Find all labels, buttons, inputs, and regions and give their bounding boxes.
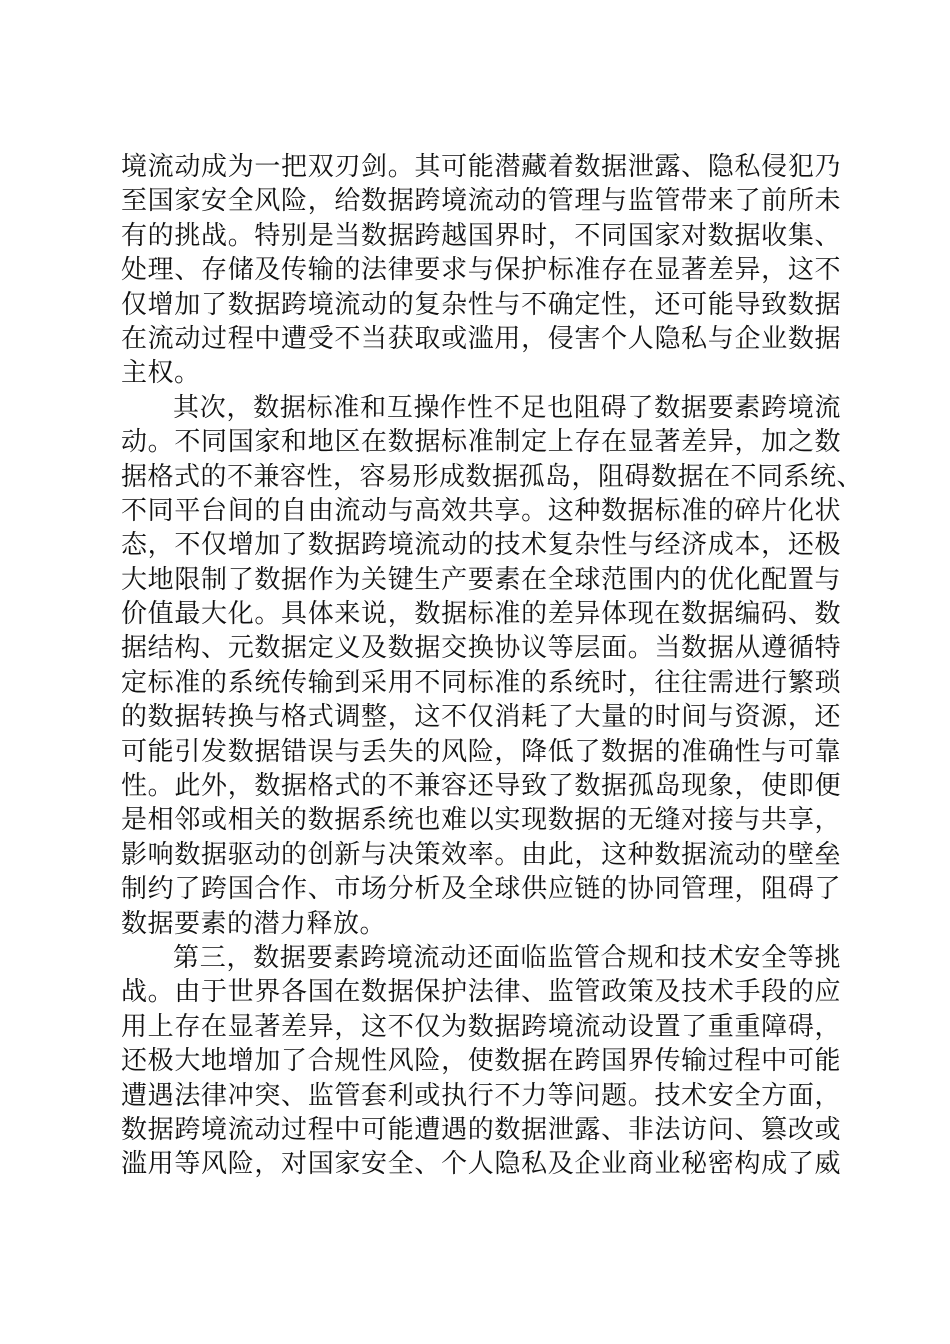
body-text: [121, 150, 864, 1182]
paragraph-3-line-6: 数据跨境流动过程中可能遭遇的数据泄露、非法访问、篡改或: [121, 1114, 841, 1145]
paragraph-2-line-13: 是相邻或相关的数据系统也难以实现数据的无缝对接与共享，: [121, 805, 841, 836]
paragraph-2-line-1: 其次，数据标准和互操作性不足也阻碍了数据要素跨境流: [173, 392, 841, 423]
paragraph-2-line-14: 影响数据驱动的创新与决策效率。由此，这种数据流动的壁垒: [121, 839, 841, 870]
paragraph-2-line-10: 的数据转换与格式调整，这不仅消耗了大量的时间与资源，还: [121, 702, 841, 733]
paragraph-3-line-2: 战。由于世界各国在数据保护法律、监管政策及技术手段的应: [121, 977, 841, 1008]
paragraph-1-line-3: 有的挑战。特别是当数据跨越国界时，不同国家对数据收集、: [121, 220, 841, 251]
paragraph-1-line-4: 处理、存储及传输的法律要求与保护标准存在显著差异，这不: [121, 255, 841, 286]
paragraph-2-line-11: 可能引发数据错误与丢失的风险，降低了数据的准确性与可靠: [121, 736, 841, 767]
paragraph-2-line-6: 大地限制了数据作为关键生产要素在全球范围内的优化配置与: [121, 564, 841, 595]
paragraph-3-line-3: 用上存在显著差异，这不仅为数据跨境流动设置了重重障碍，: [121, 1011, 841, 1042]
paragraph-3-line-4: 还极大地增加了合规性风险，使数据在跨国界传输过程中可能: [121, 1046, 841, 1077]
paragraph-2-line-7: 价值最大化。具体来说，数据标准的差异体现在数据编码、数: [121, 599, 841, 630]
paragraph-1-line-2: 至国家安全风险，给数据跨境流动的管理与监管带来了前所未: [121, 186, 841, 217]
paragraph-1-line-6: 在流动过程中遭受不当获取或滥用，侵害个人隐私与企业数据: [121, 323, 841, 354]
paragraph-2-line-5: 态，不仅增加了数据跨境流动的技术复杂性与经济成本，还极: [121, 530, 841, 561]
paragraph-1-line-7: 主权。: [121, 358, 201, 389]
paragraph-2-line-9: 定标准的系统传输到采用不同标准的系统时，往往需进行繁琐: [121, 667, 841, 698]
paragraph-2-line-15: 制约了跨国合作、市场分析及全球供应链的协同管理，阻碍了: [121, 874, 841, 905]
paragraph-2-line-16: 数据要素的潜力释放。: [121, 908, 387, 939]
paragraph-3-line-1: 第三，数据要素跨境流动还面临监管合规和技术安全等挑: [173, 942, 841, 973]
paragraph-2-line-4: 不同平台间的自由流动与高效共享。这种数据标准的碎片化状: [121, 495, 841, 526]
paragraph-3-line-5: 遭遇法律冲突、监管套利或执行不力等问题。技术安全方面，: [121, 1080, 841, 1111]
paragraph-2-line-8: 据结构、元数据定义及数据交换协议等层面。当数据从遵循特: [121, 633, 841, 664]
paragraph-1-line-1: 境流动成为一把双刃剑。其可能潜藏着数据泄露、隐私侵犯乃: [121, 152, 841, 182]
paragraph-2-line-12: 性。此外，数据格式的不兼容还导致了数据孤岛现象，使即便: [121, 771, 841, 802]
paragraph-2-line-3: 据格式的不兼容性，容易形成数据孤岛，阻碍数据在不同系统、: [121, 461, 864, 492]
paragraph-3-line-7: 滥用等风险，对国家安全、个人隐私及企业商业秘密构成了威: [121, 1149, 841, 1180]
paragraph-1-line-5: 仅增加了数据跨境流动的复杂性与不确定性，还可能导致数据: [121, 289, 841, 320]
paragraph-2-line-2: 动。不同国家和地区在数据标准制定上存在显著差异，加之数: [121, 427, 841, 458]
